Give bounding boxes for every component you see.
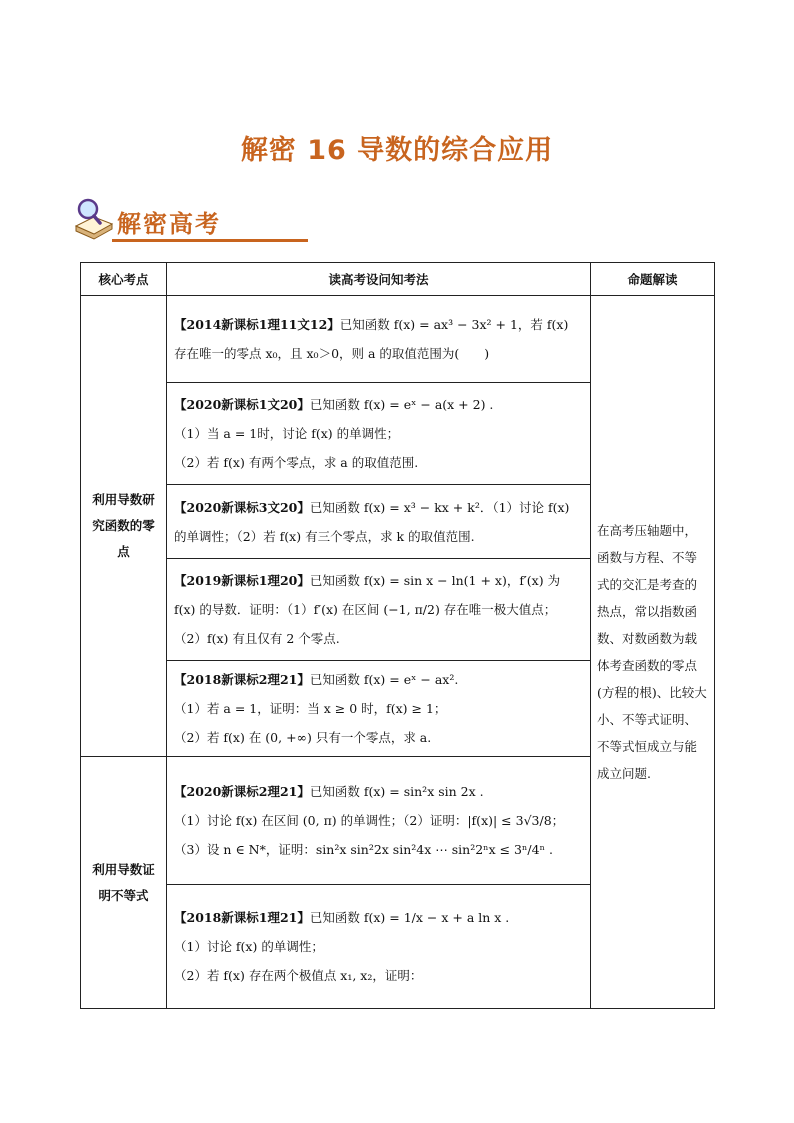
question-line: （2）若 f(x) 存在两个极值点 x₁, x₂，证明： <box>174 968 423 983</box>
header-questions: 读高考设问知考法 <box>167 263 591 296</box>
question-source: 【2019新课标1理20】 <box>174 573 310 588</box>
header-interpretation: 命题解读 <box>591 263 715 296</box>
question-line: 已知函数 f(x) = x³ − kx + k²．（1）讨论 f(x) <box>309 499 570 515</box>
question-cell <box>167 885 591 1009</box>
question-line: （1）若 a = 1，证明：当 x ≥ 0 时，f(x) ≥ 1； <box>174 701 447 716</box>
question-cell <box>167 559 591 661</box>
question-cell <box>167 296 591 383</box>
question-cell <box>167 383 591 485</box>
question-source: 【2020新课标1文20】 <box>174 397 310 412</box>
question-cell <box>167 661 591 757</box>
question-line: f(x) 的导数．证明：（1）f′(x) 在区间 (−1, π/2) 存在唯一极大值点； <box>174 602 557 617</box>
banner-underline <box>112 239 308 242</box>
question-line: 已知函数 f(x) = ax³ − 3x² + 1，若 f(x) <box>339 317 569 332</box>
question-cell <box>167 485 591 559</box>
interpretation-cell: 在高考压轴题中，函数与方程、不等式的交汇是考查的热点，常以指数函数、对数函数为载体考查函数的零点(方程的根)、比较大小、不等式证明、不等式恒成立与能成立问题. <box>591 296 715 1009</box>
question-source: 【2020新课标2理21】 <box>174 784 310 799</box>
question-line: （2）若 f(x) 在 (0, +∞) 只有一个零点，求 a. <box>174 730 432 745</box>
question-line: （1）讨论 f(x) 在区间 (0, π) 的单调性；（2）证明：|f(x)| ≤ 3√3/8； <box>174 813 565 828</box>
question-line: 已知函数 f(x) = eˣ − a(x + 2) . <box>309 397 494 412</box>
question-line: （1）当 a = 1时，讨论 f(x) 的单调性； <box>174 426 400 441</box>
question-line: （2）若 f(x) 有两个零点，求 a 的取值范围. <box>174 455 419 470</box>
question-source: 【2018新课标2理21】 <box>174 672 310 687</box>
table-row <box>81 296 715 383</box>
section-banner <box>72 196 272 246</box>
question-source: 【2020新课标3文20】 <box>174 499 310 515</box>
page-title: 解密 16 导数的综合应用 <box>240 135 554 166</box>
exam-table <box>80 262 715 1009</box>
question-line: 存在唯一的零点 x₀，且 x₀＞0，则 a 的取值范围为( ) <box>174 346 490 361</box>
question-line: 已知函数 f(x) = sin x − ln(1 + x)，f′(x) 为 <box>309 573 561 588</box>
topic-zeros: 利用导数研究函数的零点 <box>81 296 167 757</box>
question-line: 已知函数 f(x) = sin²x sin 2x . <box>309 784 484 799</box>
question-line: （3）设 n ∈ N*，证明：sin²x sin²2x sin²4x ⋯ sin²2ⁿx ≤ 3ⁿ/4ⁿ . <box>174 842 553 857</box>
question-line: （2）f(x) 有且仅有 2 个零点. <box>174 631 340 646</box>
topic-inequality: 利用导数证明不等式 <box>81 757 167 1009</box>
question-source: 【2014新课标1理11文12】 <box>174 317 340 332</box>
header-core-topic: 核心考点 <box>81 263 167 296</box>
magnifier-book-icon <box>72 196 116 240</box>
question-cell <box>167 757 591 885</box>
banner-title: 解密高考 <box>117 210 221 238</box>
table-header-row <box>81 263 715 296</box>
question-line: 的单调性；（2）若 f(x) 有三个零点，求 k 的取值范围. <box>174 528 475 544</box>
question-source: 【2018新课标1理21】 <box>174 910 310 925</box>
question-line: （1）讨论 f(x) 的单调性； <box>174 939 324 954</box>
question-line: 已知函数 f(x) = 1/x − x + a ln x . <box>309 910 510 925</box>
question-line: 已知函数 f(x) = eˣ − ax². <box>309 672 459 687</box>
